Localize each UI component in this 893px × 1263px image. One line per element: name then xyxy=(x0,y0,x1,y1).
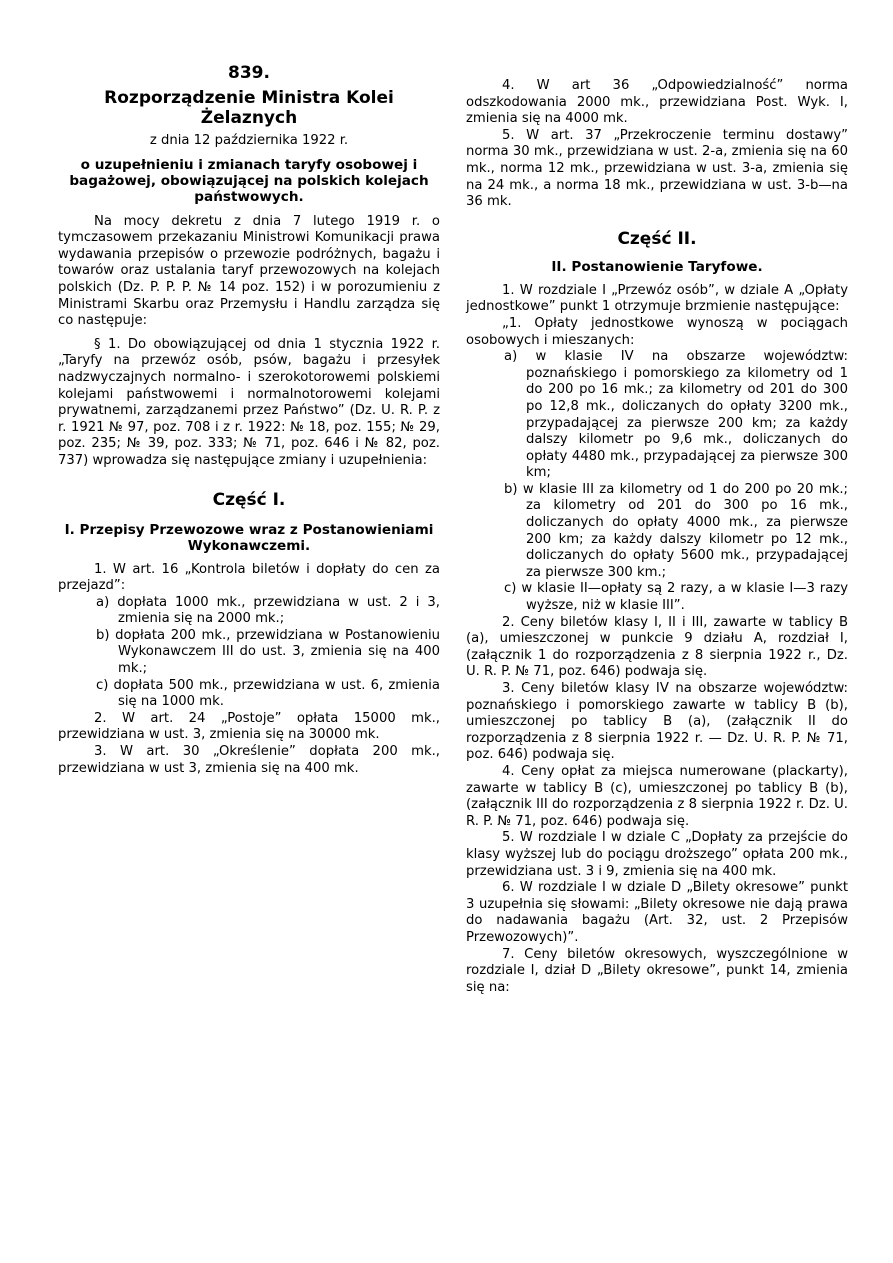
tariff-point-6: 6. W rozdziale I w dziale D „Bilety okresowe” punkt 3 uzupełnia się słowami: „Bilety okresowe nie dają prawa do nadawania bagażu (Art. 32, ust. 2 Przepisów Przewozowych)”. xyxy=(466,880,848,945)
tariff-point-1c: c) w klasie II—opłaty są 2 razy, a w klasie I—3 razy wyższe, niż w klasie III”. xyxy=(504,581,848,614)
intro-paragraph: Na mocy dekretu z dnia 7 lutego 1919 r. o tymczasowem przekazaniu Ministrowi Komunikacji prawa wydawania przepisów o przewozie podróżnych, bagażu i towarów oraz ustalania taryf przewozowych na kolejach polskich (Dz. P. P. P. № 14 poz. 152) i w porozumieniu z Ministrami Skarbu oraz Przemysłu i Handlu zarządza się co następuje: xyxy=(58,213,440,329)
part-1-heading: Część I. xyxy=(212,489,286,510)
part-1-subheading: I. Przepisy Przewozowe wraz z Postanowieniami Wykonawczemi. xyxy=(64,521,434,554)
point-1b: b) dopłata 200 mk., przewidziana w Postanowieniu Wykonawczem III do ust. 3, zmienia się na 400 mk.; xyxy=(96,627,440,677)
point-1a: a) dopłata 1000 mk., przewidziana w ust. 2 i 3, zmienia się na 2000 mk.; xyxy=(96,594,440,627)
right-column xyxy=(466,78,848,996)
tariff-point-2: 2. Ceny biletów klasy I, II i III, zawarte w tablicy B (a), umieszczonej w punkcie 9 działu A, rozdział I, (załącznik 1 do rozporządzenia z 8 sierpnia 1922 r., Dz. U. R. P. № 71, poz. 646) podwaja się. xyxy=(466,614,848,680)
tariff-point-3: 3. Ceny biletów klasy IV na obszarze województw: poznańskiego i pomorskiego zawarte w tablicy B (b), umieszczonej po tablicy B (a), (załącznik II do rozporządzenia z 8 sierpnia 1922 r. — Dz. U. R. P. № 71, poz. 646) podwaja się. xyxy=(466,681,848,763)
point-5: 5. W art. 37 „Przekroczenie terminu dostawy” norma 30 mk., przewidziana w ust. 2-a, zmienia się na 60 mk., norma 12 mk., przewidziana w ust. 3-a, zmienia się na 24 mk., a norma 18 mk., przewidziana w ust. 3-b—na 36 mk. xyxy=(466,127,848,210)
document-subtitle: o uzupełnieniu i zmianach taryfy osobowej i bagażowej, obowiązującej na polskich kolejach państwowych. xyxy=(69,156,429,205)
tariff-point-1b: b) w klasie III za kilometry od 1 do 200 po 20 mk.; za kilometry od 201 do 300 po 16 mk., doliczanych do opłaty 4000 mk., za pierwsze 200 km; za każdy dalszy kilometr po 12 mk., doliczanych do opłaty 5600 mk., przypadającej za pierwsze 300 km.; xyxy=(504,481,848,580)
left-column xyxy=(58,62,440,777)
part-2-subheading: II. Postanowienie Taryfowe. xyxy=(551,258,763,275)
date-line: z dnia 12 października 1922 r. xyxy=(149,133,349,148)
page-number: 839. xyxy=(228,63,270,83)
tariff-point-1a: a) w klasie IV na obszarze województw: poznańskiego i pomorskiego za kilometry od 1 do 200 po 16 mk.; za kilometry od 201 do 300 po 12,8 mk., doliczanych do opłaty 3200 mk., przypadającej za pierwsze 200 km; za każdy dalszy kilometr po 9,6 mk., doliczanych do opłaty 4480 mk., przypadającej za pierwsze 300 km; xyxy=(504,349,848,481)
paragraph-1: § 1. Do obowiązującej od dnia 1 stycznia 1922 r. „Taryfy na przewóz osób, psów, bagażu i przesyłek nadzwyczajnych normalno- i szerokotorowemi polskiemi kolejami państwowemi i normalnotorowemi kolejami prywatnemi, zarządzanemi przez Państwo” (Dz. U. R. P. z r. 1921 № 97, poz. 708 i z r. 1922: № 18, poz. 155; № 29, poz. 235; № 39, poz. 333; № 71, poz. 646 i № 82, poz. 737) wprowadza się następujące zmiany i uzupełnienia: xyxy=(58,336,440,468)
point-1c: c) dopłata 500 mk., przewidziana w ust. 6, zmienia się na 1000 mk. xyxy=(96,677,440,710)
tariff-point-5: 5. W rozdziale I w dziale C „Dopłaty za przejście do klasy wyższej lub do pociągu droższego” opłata 200 mk., przewidziana ust. 3 i 9, zmienia się na 400 mk. xyxy=(466,830,848,879)
tariff-point-7: 7. Ceny biletów okresowych, wyszczególnione w rozdziale I, dział D „Bilety okresowe”, punkt 14, zmienia się na: xyxy=(466,946,848,995)
document-title: Rozporządzenie Ministra Kolei Żelaznych xyxy=(104,88,394,128)
point-3: 3. W art. 30 „Określenie” dopłata 200 mk., przewidziana w ust 3, zmienia się na 400 mk. xyxy=(58,744,440,776)
tariff-point-1: 1. W rozdziale I „Przewóz osób”, w dziale A „Opłaty jednostkowe” punkt 1 otrzymuje brzmienie następujące: xyxy=(466,282,848,315)
point-2: 2. W art. 24 „Postoje” opłata 15000 mk., przewidziana w ust. 3, zmienia się na 30000 mk. xyxy=(58,710,440,743)
point-1: 1. W art. 16 „Kontrola biletów i dopłaty do cen za przejazd”: xyxy=(58,561,440,594)
tariff-point-1-quote: „1. Opłaty jednostkowe wynoszą w pociągach osobowych i mieszanych: xyxy=(466,315,848,348)
part-2-heading: Część II. xyxy=(617,228,697,249)
point-4: 4. W art 36 „Odpowiedzialność” norma odszkodowania 2000 mk., przewidziana Post. Wyk. I, zmienia się na 4000 mk. xyxy=(466,78,848,127)
tariff-point-4: 4. Ceny opłat za miejsca numerowane (plackarty), zawarte w tablicy B (c), umieszczonej po tablicy B (b), (załącznik III do rozporządzenia z 8 sierpnia 1922 r. Dz. U. R. P. № 71, poz. 646) podwaja się. xyxy=(466,763,848,829)
